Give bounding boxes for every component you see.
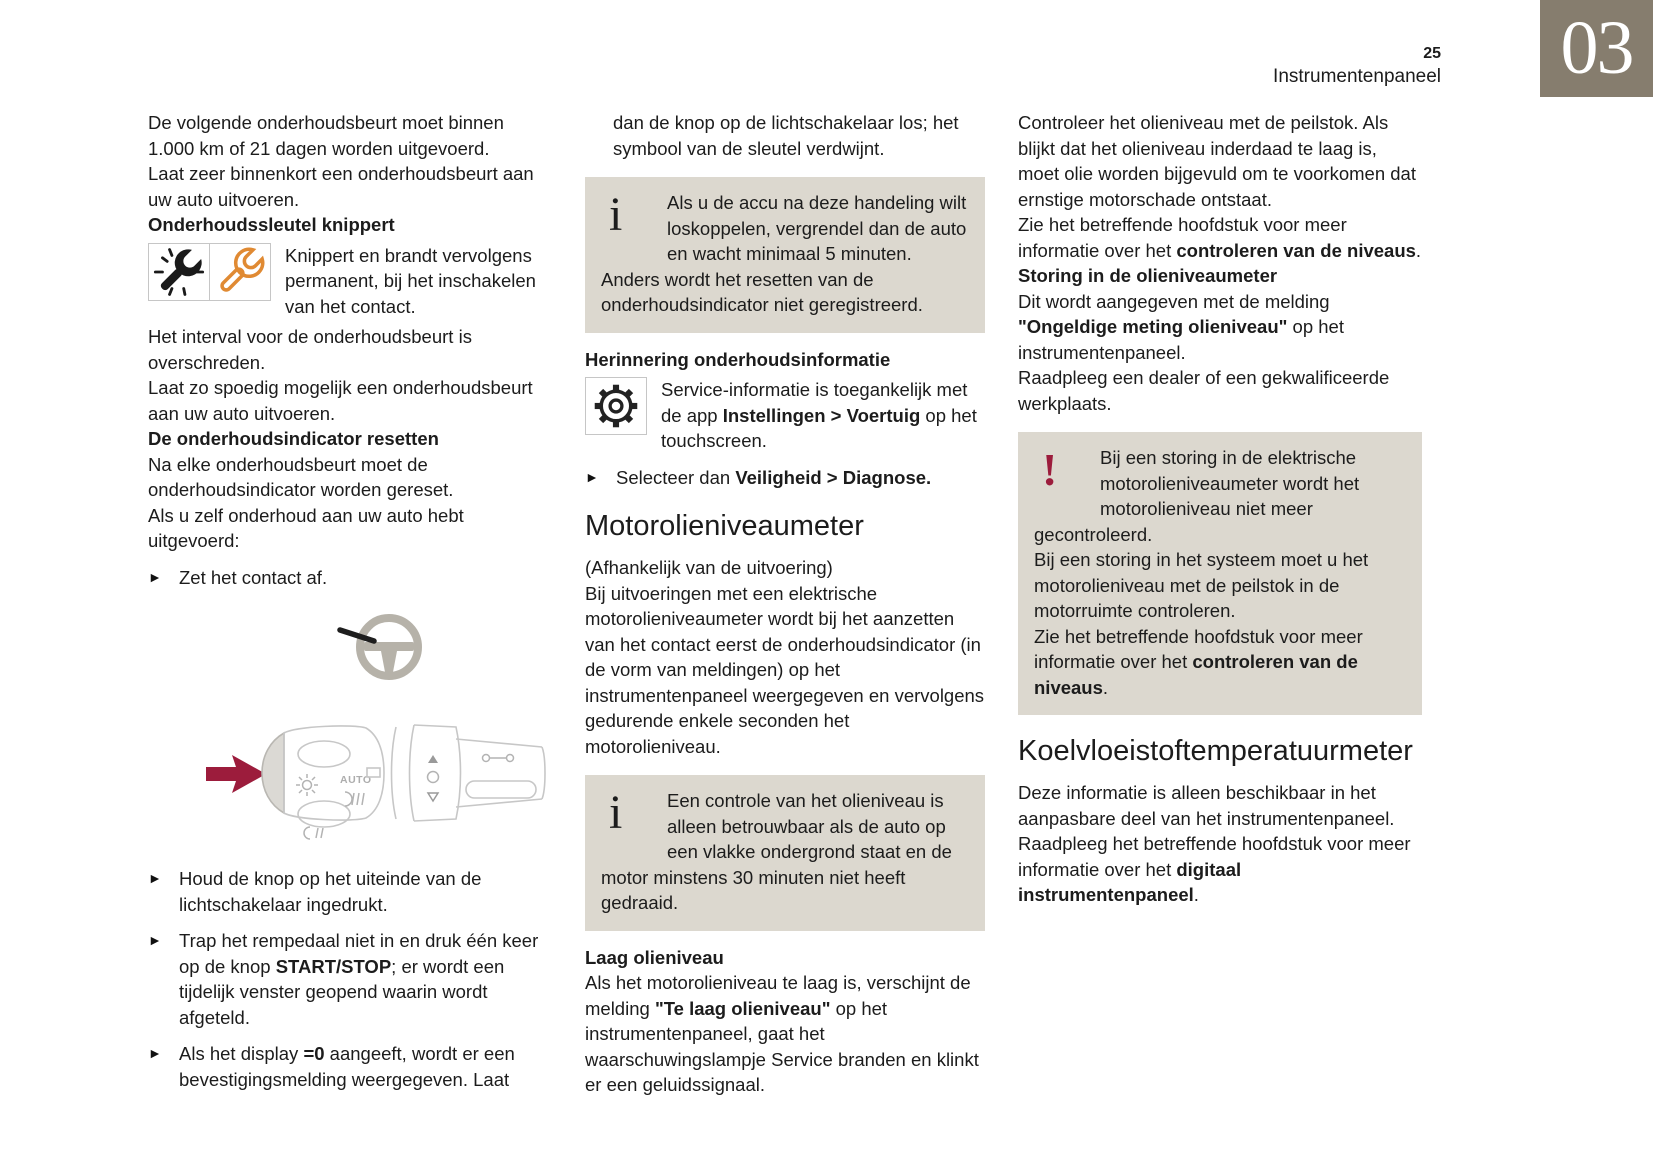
chapter-number: 03 (1560, 6, 1633, 90)
step-text: Houd de knop op het uiteinde van de lichtschakelaar ingedrukt. (179, 868, 482, 915)
gear-icon-row (585, 377, 985, 454)
column-left (148, 110, 552, 1101)
info-icon: i (609, 786, 623, 839)
column-right (1018, 110, 1422, 908)
subheading: De onderhoudsindicator resetten (148, 428, 439, 449)
section-heading: Motorolieniveaumeter (585, 510, 864, 542)
paragraph: Als het motorolieniveau te laag is, verschijnt de melding "Te laag olieniveau" op het instrumentenpaneel, gaat het waarschuwingslampje Service branden en klinkt er een geluidssignaal. (585, 972, 979, 1095)
section-heading: Koelvloeistoftemperatuurmeter (1018, 735, 1413, 767)
step-arrow-icon: ► (585, 468, 599, 485)
page-header (1273, 44, 1441, 90)
steering-wheel-icon (334, 606, 434, 688)
step-arrow-icon: ► (148, 568, 162, 585)
warning-icon: ! (1042, 444, 1058, 495)
paragraph: Dit wordt aangegeven met de melding "Ongeldige meting olieniveau" op het instrumentenpaneel. Raadpleeg een dealer of een gekwalificeerde werkplaats. (1018, 290, 1390, 414)
light-stalk-figure (204, 697, 549, 849)
icon-caption: Knippert en brandt vervolgens permanent, bij het inschakelen van het contact. (285, 244, 536, 317)
paragraph: Na elke onderhoudsbeurt moet de onderhoudsindicator worden gereset. Als u zelf onderhoud aan uw auto hebt uitgevoerd: (148, 453, 464, 551)
light-stalk-figure (204, 697, 549, 856)
subheading: Herinnering onderhoudsinformatie (585, 348, 891, 370)
instruction-step (148, 866, 552, 917)
wrench-icon-row (148, 243, 552, 320)
paragraph: Deze informatie is alleen beschikbaar in het aanpasbare deel van het instrumentenpaneel. Raadpleeg het betreffende hoofdstuk voor meer informatie over het digitaal instrumentenpaneel. (1018, 782, 1411, 905)
icon-caption: Service-informatie is toegankelijk met de app Instellingen > Voertuig op het touchscreen. (661, 379, 977, 451)
page-number: 25 (1423, 45, 1441, 62)
chapter-tab (1540, 0, 1653, 97)
info-text: Een controle van het olieniveau is alleen betrouwbaar als de auto op een vlakke ondergrond staat en de motor minstens 30 minuten niet heeft gedraaid. (601, 790, 952, 913)
service-wrench-blinking-icon (148, 243, 210, 301)
page-section-title: Instrumentenpaneel (1273, 66, 1441, 87)
service-wrench-icon (209, 243, 271, 301)
info-box (585, 775, 985, 931)
step-arrow-icon: ► (148, 932, 162, 948)
settings-gear-icon (590, 380, 642, 432)
info-icon: i (609, 188, 623, 241)
warning-box (1018, 432, 1422, 715)
instruction-step (585, 465, 985, 491)
service-wrench-icon (214, 246, 266, 298)
paragraph: Controleer het olieniveau met de peilstok. Als blijkt dat het olieniveau inderdaad te laag is, moet olie worden bijgevuld om te voorkomen dat ernstige motorschade ontstaat. Zie het betreffende hoofdstuk voor meer informatie over het controleren van de niveaus. (1018, 112, 1422, 261)
column-middle (585, 110, 985, 1098)
step-text: Trap het rempedaal niet in en druk één keer op de knop START/STOP; er wordt een tijdelijk venster geopend waarin wordt afgeteld. (179, 930, 539, 1028)
step-arrow-icon: ► (148, 870, 162, 886)
paragraph: dan de knop op de lichtschakelaar los; het symbool van de sleutel verdwijnt. (613, 112, 959, 159)
wrench-icons (148, 243, 271, 301)
instruction-step (148, 565, 552, 591)
warning-text: Bij een storing in de elektrische motorolieniveaumeter wordt het motorolieniveau niet meer gecontroleerd. Bij een storing in het systeem moet u het motorolieniveau met de peilstok in de motorruimte controleren. Zie het betreffende hoofdstuk voor meer informatie over het controleren van de niveaus. (1034, 447, 1369, 698)
info-text: Als u de accu na deze handeling wilt loskoppelen, vergrendel dan de auto en wacht minimaal 5 minuten. Anders wordt het resetten van de onderhoudsindicator niet geregistreerd. (601, 192, 967, 315)
instruction-step (148, 1041, 552, 1092)
step-text: Zet het contact af. (179, 566, 328, 588)
step-text: Als het display =0 aangeeft, wordt er een bevestigingsmelding weergegeven. Laat (179, 1043, 515, 1090)
info-box (585, 177, 985, 333)
instruction-step (148, 928, 552, 1030)
paragraph: Het interval voor de onderhoudsbeurt is overschreden. Laat zo spoedig mogelijk een onderhoudsbeurt aan uw auto uitvoeren. (148, 326, 533, 424)
steering-wheel-figure (334, 606, 434, 695)
service-wrench-blinking-icon (153, 246, 205, 298)
subheading: Laag olieniveau (585, 946, 724, 968)
pointer-arrow-icon (206, 755, 266, 793)
step-arrow-icon: ► (148, 1045, 162, 1061)
paragraph: (Afhankelijk van de uitvoering) Bij uitvoeringen met een elektrische motorolieniveaumeter wordt bij het aanzetten van het contact eerst de onderhoudsindicator (in de vorm van meldingen) op het instrumentenpaneel weergegeven en vervolgens gedurende enkele seconden het motorolieniveau. (585, 557, 985, 757)
auto-label: AUTO (340, 773, 372, 786)
paragraph: De volgende onderhoudsbeurt moet binnen 1.000 km of 21 dagen worden uitgevoerd. Laat zeer binnenkort een onderhoudsbeurt aan uw auto uitvoeren. (148, 112, 534, 210)
subheading: Onderhoudssleutel knippert (148, 214, 395, 235)
settings-gear-icon (585, 377, 647, 435)
step-text: Selecteer dan Veiligheid > Diagnose. (616, 466, 932, 488)
subheading: Storing in de olieniveaumeter (1018, 265, 1278, 286)
